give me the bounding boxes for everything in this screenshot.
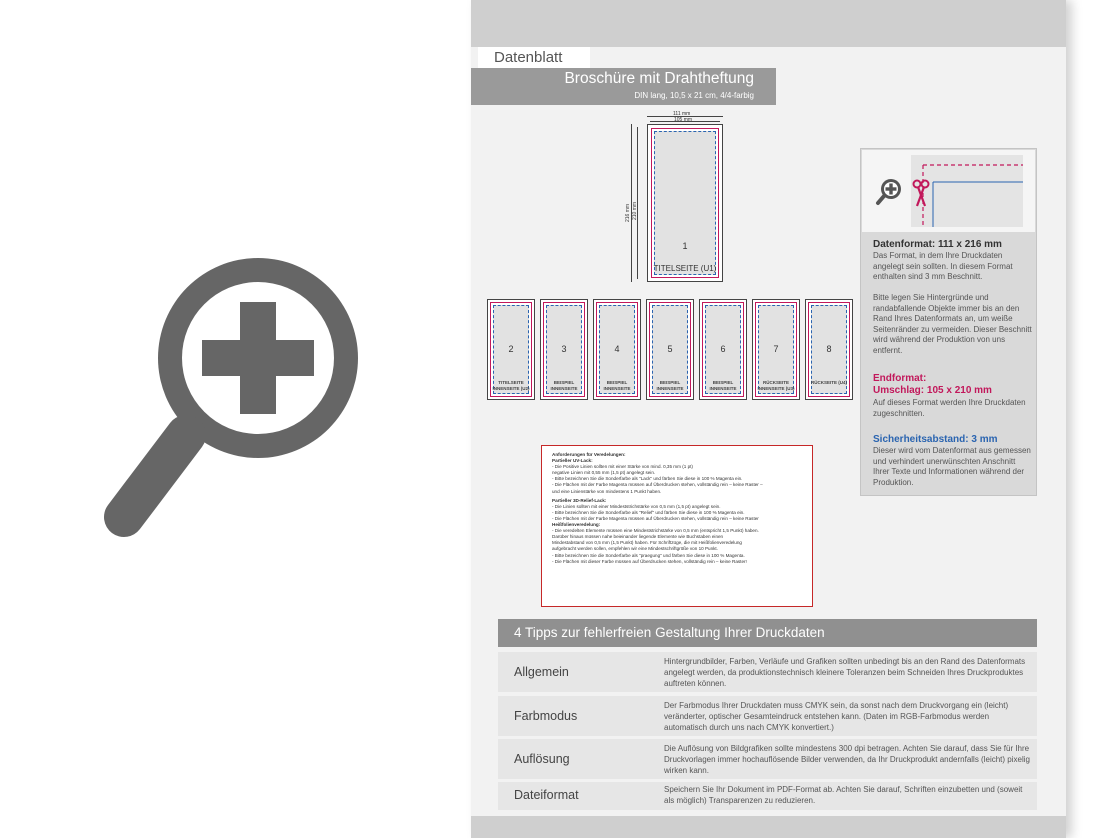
page-title: Broschüre mit Drahtheftung [564,70,754,87]
bottom-band [471,816,1066,838]
thumb-number: 3 [561,344,567,354]
tip-row [498,739,1037,779]
thumb-number: 5 [667,344,673,354]
tip-text: Speichern Sie Ihr Dokument im PDF-Format ab. Achten Sie darauf, Schriften einzubetten und (soweit als möglich) Transparenzen zu reduzieren. [664,785,1023,805]
datasheet-page [471,0,1066,838]
note-line: Darüber hinaus müssen nahe beieinander liegende Elemente wie Buchstaben einen [552,534,724,540]
thumb-label: RÜCKSEITE INNENSEITE (U3) [757,380,795,391]
title-page-diagram [647,124,723,282]
note-line: - Bitte bezeichnen Sie die Sonderfarbe als "Lack" und färben Sie diese in 100 % Magenta ein. [552,476,743,482]
page-thumb [593,299,641,400]
tip-row [498,696,1037,736]
thumb-label: BEISPIEL INNENSEITE [550,380,578,391]
thumb-number: 7 [773,344,779,354]
page-number: 1 [682,241,688,251]
page-thumb [752,299,800,400]
page-subtitle: DIN lang, 10,5 x 21 cm, 4/4-farbig [634,91,754,100]
tips-heading: 4 Tipps zur fehlerfreien Gestaltung Ihrer Druckdaten [498,619,1037,647]
width-inner-label: 105 mm [674,117,693,123]
tip-text: Der Farbmodus Ihrer Druckdaten muss CMYK sein, da sonst nach dem Druckvorgang ein (leicht) veränderter, optischer Gesamteindruck entstehen kann. (Daten im RGB-Farbmodus werden automatisch durch uns nach CMYK konvertiert.) [664,701,1009,732]
tip-row [498,652,1037,692]
height-inner-label: 210 mm [632,201,638,220]
note-line: Partieller UV-Lack: [552,458,593,464]
note-line: - Bitte bezeichnen Sie die Sonderfarbe als "praegung" und färben Sie diese in 100 % Magenta. [552,552,745,558]
note-line: aufgebracht werden sollen, empfehlen wir eine Mindestschriftgröße von 10 Punkt. [552,546,718,552]
tip-category: Dateiformat [514,788,579,802]
endformat-subtitle: Umschlag: 105 x 210 mm [873,385,992,396]
tip-category: Auflösung [514,752,570,766]
note-line: - Bitte bezeichnen Sie die Sonderfarbe als "Relief" und färben Sie diese in 100 % Magenta ein. [552,509,745,515]
format-preview [862,150,1035,232]
safety-margin-title: Sicherheitsabstand: 3 mm [873,434,998,445]
safety-line [654,131,716,275]
endformat-title: Endformat: [873,373,927,384]
tip-category: Farbmodus [514,709,578,723]
page-thumb [699,299,747,400]
note-line: negative Linien mit 0,55 mm (1,5 pt) angelegt sein. [552,470,656,476]
note-line: - Die Positive Linien sollten mit einer Stärke von mind. 0,35 mm (1 pt) [552,464,693,470]
thumb-number: 8 [826,344,832,354]
note-line: Mindestabstand von 0,5 mm (1,5 Punkt) haben. Für Schriftzüge, die mit Heißfolienveredelung [552,540,742,546]
page-thumb [805,299,853,400]
finishing-requirements-box [541,445,813,607]
datenformat-text: Das Format, in dem Ihre Druckdaten angelegt sein sollten. In diesem Format enthalten sind 3 mm Beschnitt. [873,251,1013,281]
tip-text: Die Auflösung von Bildgrafiken sollte mindestens 300 dpi betragen. Achten Sie darauf, dass Sie für Ihre Druckvorlagen immer hochauflösende Bilder verwenden, da Ihr Druckprodukt andernfalls (leicht) pixelig wirken kann. [664,744,1030,775]
note-line: - Die Linien sollten mit einer Mindeststrichstärke von 0,5 mm (1,5 pt) angelegt sein. [552,503,721,509]
thumb-number: 4 [614,344,620,354]
thumb-label: BEISPIEL INNENSEITE [709,380,737,391]
thumb-label: RÜCKSEITE (U4) [810,380,847,385]
note-line: - Die Flächen mit der Farbe Magenta müssen auf Überdrucken stehen, vollständig rein – keine Raster – [552,482,763,488]
tip-text: Hintergrundbilder, Farben, Verläufe und Grafiken sollten unbedingt bis an den Rand des Datenformats angelegt werden, da produktionstechnisch kleinere Toleranzen beim Schneiden Ihres Druckproduktes auftreten können. [664,657,1026,688]
title-bar [471,68,776,105]
zoom-in-icon[interactable] [874,177,904,207]
page-label: TITELSEITE (U1) [653,264,717,273]
note-line: Anforderungen für Veredelungen: [552,452,626,457]
top-band [471,0,1066,47]
bleed-line [651,128,719,278]
thumb-label: BEISPIEL INNENSEITE [656,380,684,391]
datasheet-tab: Datenblatt [478,47,590,68]
tip-category: Allgemein [514,665,569,679]
note-line: - Die veredelten Elemente müssen eine Mindeststrichstärke von 0,5 mm (entspricht 1,5 Punkt) haben. [552,528,759,534]
page-thumb [540,299,588,400]
height-outer-label: 216 mm [625,203,631,222]
note-line: Partieller 3D-Relief-Lack: [552,497,607,503]
note-line: - Die Flächen mit der Farbe Magenta müssen auf Überdrucken stehen, vollständig rein – keine Raster [552,515,759,521]
note-line: - Die Flächen mit dieser Farbe müssen auf Überdrucken stehen, vollständig rein – keine Raster! [552,558,747,564]
thumb-number: 2 [508,344,514,354]
thumb-number: 6 [720,344,726,354]
background-hint-text: Bitte legen Sie Hintergründe und randabfallende Objekte immer bis an den Rand Ihres Datenformats an, um weiße Seitenränder zu vermeiden. Dieser Beschnitt wird während der Produktion von uns entfernt. [873,293,1032,355]
note-line: Heißfolienveredelung: [552,522,601,528]
safety-margin-text: Dieser wird vom Datenformat aus gemessen und verhindert unerwünschten Anschnitt Ihrer Texte und Informationen während der Produktion. [873,446,1031,487]
tip-row [498,782,1037,810]
note-line: und eine Linienstärke von mindestens 1 Punkt haben. [552,488,662,494]
page-thumb [487,299,535,400]
width-outer-label: 111 mm [673,111,691,117]
format-info-panel [860,148,1037,496]
thumb-label: BEISPIEL INNENSEITE [603,380,631,391]
endformat-text: Auf dieses Format werden Ihre Druckdaten zugeschnitten. [873,398,1026,418]
datenformat-title: Datenformat: 111 x 216 mm [873,239,1002,250]
page-thumb [646,299,694,400]
scissors-icon [912,178,930,210]
zoom-in-icon[interactable] [100,255,360,555]
thumb-label: TITELSEITE INNENSEITE (U2) [492,380,530,391]
